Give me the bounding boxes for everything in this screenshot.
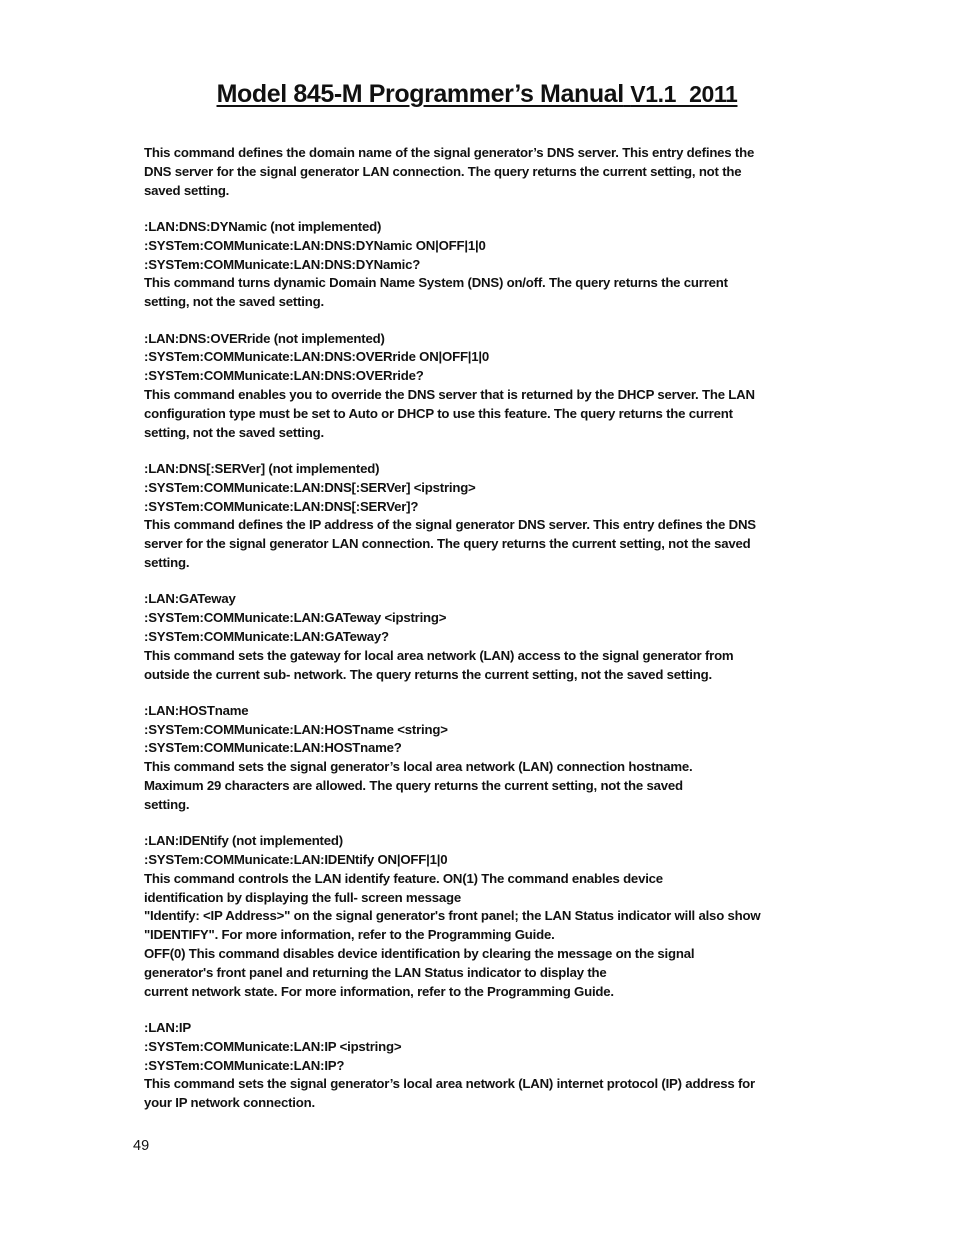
text-line: setting. bbox=[144, 796, 190, 812]
page-title bbox=[0, 78, 954, 110]
paragraph bbox=[144, 144, 804, 200]
text-line: identification by displaying the full- screen message bbox=[144, 889, 461, 905]
paragraph-gap bbox=[144, 684, 804, 702]
text-line: This command sets the gateway for local area network (LAN) access to the signal generator from bbox=[144, 647, 734, 663]
text-line: :SYSTem:COMMunicate:LAN:DNS[:SERVer]? bbox=[144, 498, 419, 514]
text-line: "Identify: <IP Address>" on the signal generator's front panel; the LAN Status indicator will also show bbox=[144, 908, 761, 924]
manual-year: 2011 bbox=[689, 81, 738, 107]
title-underline bbox=[217, 80, 738, 108]
text-line: configuration type must be set to Auto or DHCP to use this feature. The query returns the current bbox=[144, 405, 733, 421]
text-line: :SYSTem:COMMunicate:LAN:DNS:DYNamic ON|OFF|1|0 bbox=[144, 237, 486, 253]
text-line: This command controls the LAN identify feature. ON(1) The command enables device bbox=[144, 870, 663, 886]
document-body bbox=[144, 144, 804, 1113]
text-line: This command sets the signal generator’s local area network (LAN) internet protocol (IP) address for bbox=[144, 1076, 755, 1092]
paragraph bbox=[144, 590, 804, 684]
text-line: :SYSTem:COMMunicate:LAN:IDENtify ON|OFF|1|0 bbox=[144, 852, 448, 868]
paragraph bbox=[144, 832, 804, 1001]
paragraph-gap bbox=[144, 815, 804, 833]
text-line: :SYSTem:COMMunicate:LAN:IP? bbox=[144, 1057, 345, 1073]
text-line: :LAN:GATeway bbox=[144, 591, 236, 607]
text-line: :LAN:DNS:OVERride (not implemented) bbox=[144, 330, 385, 346]
paragraph-gap bbox=[144, 1001, 804, 1019]
paragraph-gap bbox=[144, 442, 804, 460]
text-line: This command sets the signal generator’s local area network (LAN) connection hostname. bbox=[144, 759, 693, 775]
paragraph bbox=[144, 460, 804, 573]
text-line: setting, not the saved setting. bbox=[144, 424, 324, 440]
text-line: outside the current sub- network. The query returns the current setting, not the saved setting. bbox=[144, 666, 712, 682]
paragraph bbox=[144, 330, 804, 443]
text-line: :SYSTem:COMMunicate:LAN:IP <ipstring> bbox=[144, 1038, 402, 1054]
text-line: :LAN:DNS[:SERVer] (not implemented) bbox=[144, 460, 380, 476]
paragraph-gap bbox=[144, 573, 804, 591]
text-line: :LAN:IDENtify (not implemented) bbox=[144, 833, 343, 849]
text-line: This command enables you to override the DNS server that is returned by the DHCP server. The LAN bbox=[144, 386, 755, 402]
text-line: setting, not the saved setting. bbox=[144, 294, 324, 310]
text-line: Maximum 29 characters are allowed. The query returns the current setting, not the saved bbox=[144, 778, 683, 794]
text-line: your IP network connection. bbox=[144, 1095, 315, 1111]
manual-title: Model 845-M Programmer’s Manual bbox=[216, 80, 624, 108]
text-line: :SYSTem:COMMunicate:LAN:DNS:OVERride ON|OFF|1|0 bbox=[144, 349, 490, 365]
paragraph-gap bbox=[144, 200, 804, 218]
text-line: saved setting. bbox=[144, 182, 230, 198]
text-line: current network state. For more information, refer to the Programming Guide. bbox=[144, 983, 614, 999]
page-number: 49 bbox=[133, 1138, 150, 1154]
text-line: server for the signal generator LAN connection. The query returns the current setting, not the saved bbox=[144, 536, 751, 552]
text-line: :SYSTem:COMMunicate:LAN:HOSTname? bbox=[144, 740, 402, 756]
paragraph bbox=[144, 702, 804, 815]
text-line: :LAN:DNS:DYNamic (not implemented) bbox=[144, 218, 382, 234]
text-line: This command defines the domain name of the signal generator’s DNS server. This entry defines the bbox=[144, 145, 755, 160]
text-line: This command turns dynamic Domain Name System (DNS) on/off. The query returns the current bbox=[144, 275, 728, 291]
text-line: :SYSTem:COMMunicate:LAN:GATeway? bbox=[144, 628, 389, 644]
text-line: :SYSTem:COMMunicate:LAN:DNS:OVERride? bbox=[144, 368, 424, 384]
text-line: :SYSTem:COMMunicate:LAN:HOSTname <string> bbox=[144, 721, 448, 737]
text-line: :LAN:HOSTname bbox=[144, 702, 249, 718]
manual-version: V1.1 bbox=[630, 81, 676, 107]
text-line: DNS server for the signal generator LAN connection. The query returns the current setting, not the bbox=[144, 163, 742, 179]
paragraph bbox=[144, 1019, 804, 1113]
text-line: "IDENTIFY". For more information, refer to the Programming Guide. bbox=[144, 927, 555, 943]
paragraph-gap bbox=[144, 312, 804, 330]
paragraph bbox=[144, 218, 804, 312]
text-line: generator's front panel and returning the LAN Status indicator to display the bbox=[144, 964, 607, 980]
text-line: OFF(0) This command disables device identification by clearing the message on the signal bbox=[144, 946, 695, 962]
text-line: setting. bbox=[144, 554, 190, 570]
text-line: :SYSTem:COMMunicate:LAN:GATeway <ipstring> bbox=[144, 610, 447, 626]
text-line: :SYSTem:COMMunicate:LAN:DNS:DYNamic? bbox=[144, 256, 421, 272]
text-line: :SYSTem:COMMunicate:LAN:DNS[:SERVer] <ipstring> bbox=[144, 479, 476, 495]
text-line: :LAN:IP bbox=[144, 1020, 191, 1036]
text-line: This command defines the IP address of the signal generator DNS server. This entry defines the DNS bbox=[144, 517, 756, 533]
